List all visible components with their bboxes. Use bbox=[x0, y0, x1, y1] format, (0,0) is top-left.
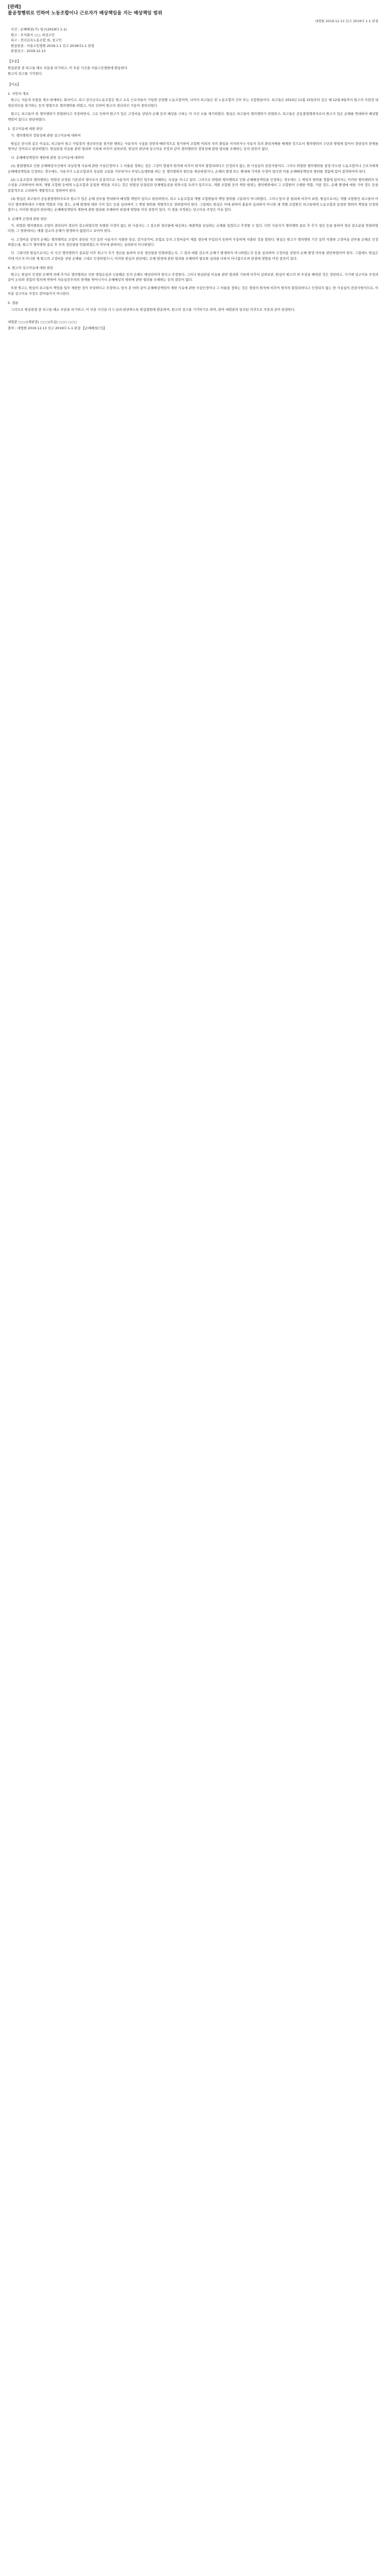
section-heading: 3. 손해액 산정에 관한 판단 bbox=[8, 217, 47, 222]
section-paragraph: 그러므로 원심판결 중 피고들 패소 부분을 파기하고, 이 부분 사건을 다시 심리·판단하도록 원심법원에 환송하며, 원고의 상고를 기각하기로 하여, 관여 대법관의 일치된 의견으로 주문과 같이 판결한다. bbox=[11, 307, 295, 312]
document-page bbox=[0, 0, 386, 343]
section-paragraph: 나. 손해배상책임의 제한에 관한 상고이유에 대하여 bbox=[11, 155, 84, 160]
reason-section bbox=[8, 265, 378, 296]
case-meta-item: 판결선고 : 2019.12.13 bbox=[11, 49, 46, 54]
section-paragraph: 원고는 자동차 부품을 제조·판매하는 회사이고, 피고 전국금속노동조합은 원고 소속 근로자들이 가입한 산업별 노동조합이며, 나머지 피고들은 위 노동조합의 간부 또는 조합원들이다. 피고들은 2010년 11월 15일부터 같은 해 12월 9일까지 원고의 사업장 내 생산라인을 점거하는 등의 방법으로 쟁의행위를 하였고, 이로 인하여 원고의 생산라인 가동이 중단되었다. bbox=[8, 98, 378, 108]
reason-section bbox=[8, 300, 378, 312]
reason-section bbox=[8, 216, 378, 261]
section-heading: 4. 원고의 상고이유에 대한 판단 bbox=[8, 266, 54, 270]
section-paragraph: (1) 불법행위로 인한 손해배상사건에서 과실상계 사유에 관한 사실인정이나 그 비율을 정하는 것은 그것이 형평의 원칙에 비추어 현저히 불합리하다고 인정되지 않는 한 사실심의 전권사항이다. 그러나 위법한 쟁의행위를 결정·주도한 노동조합이나 근로자에게 손해배상책임을 인정하는 경우에도, 사용자가 노동조합과의 성실한 교섭을 거부하거나 부당노동행위를 하는 등 쟁의행위의 원인을 제공하였거나, 손해의 발생 또는 확대에 기여한 사정이 있다면 이를 손해배상책임의 범위를 정함에 있어 참작하여야 한다. bbox=[8, 164, 378, 174]
section-heading: 1. 사안의 개요 bbox=[8, 92, 29, 96]
footer-line: 대법관 ○○○(재판장) ○○○(주심) ○○○ ○○○ bbox=[8, 320, 77, 325]
reason-heading: 【이유】 bbox=[8, 82, 21, 87]
document-title: 불공정행위로 인하여 노동조합이나 근로자가 배상책임을 지는 배상책임 범위 bbox=[8, 11, 163, 16]
reason-sections bbox=[8, 91, 378, 312]
section-paragraph: 가. 위법한 쟁의행위로 조업이 중단되어 생산이 감소하였다면 특별한 사정이 없는 한 사용자는 그 감소한 생산량에 대응하는 매출액을 상실하는 손해를 입었다고 추정할 수 있다. 다만 사용자가 쟁의행위 종료 후 추가 생산 등을 통하여 생산 감소분을 만회하였다면, 그 범위에서는 매출 감소의 손해가 발생하지 않았다고 보아야 한다. bbox=[8, 223, 378, 233]
section-paragraph: 나. 고정비용 상당의 손해는 쟁의행위로 조업이 중단된 기간 동안 사용자가 지출한 임금, 감가상각비, 보험료 등의 고정비용이 제품 생산에 투입되지 못하여 무용하게 지출된 것을 말한다. 원심은 원고가 쟁의행위 기간 동안 지출한 고정비용 전부를 손해로 인정하였는데, 원고가 쟁의행위 종료 후 부족 생산량을 만회하였는지 여부에 관하여는 심리하지 아니하였다. bbox=[8, 237, 378, 247]
reason-section bbox=[8, 126, 378, 212]
case-meta-item: 원심판결 : 서울고등법원 2019.1.1 선고 2018나1-1 판결 bbox=[11, 43, 95, 48]
section-paragraph: 원심은 판시와 같은 이유로, 피고들이 원고 사업장의 생산라인을 점거한 행위는 사용자의 시설을 전면적·배타적으로 점거하여 조합원 이외의 자의 출입을 저지하거나 사용자 측의 관리지배를 배제한 것으로서 쟁의행위의 수단과 방법에 있어서 정당성의 한계를 벗어난 것이라고 판단하였다. 원심판결 이유를 관련 법리와 기록에 비추어 살펴보면, 원심의 판단에 상고이유 주장과 같이 쟁의행위의 정당성에 관한 법리를 오해하는 등의 잘못이 없다. bbox=[8, 141, 378, 151]
section-paragraph: 또한 원고는 원심이 피고들의 책임을 일부 제한한 것이 부당하다고 주장하나, 앞서 본 바와 같이 손해배상책임의 제한 사유에 관한 사실인정이나 그 비율을 정하는 것은 형평의 원칙에 비추어 현저히 불합리하다고 인정되지 않는 한 사실심의 전권사항이므로, 이 부분 상고이유 주장도 받아들이지 아니한다. bbox=[8, 286, 378, 296]
order-heading: 【주문】 bbox=[8, 59, 21, 64]
case-meta-list bbox=[11, 27, 378, 54]
document-tag: [판례] bbox=[8, 5, 21, 10]
section-paragraph: 원고는 원심이 인정한 손해액 외에 추가로 쟁의행위로 인한 영업손실과 신용훼손 등의 손해도 배상되어야 한다고 주장한다. 그러나 원심판결 이유를 관련 법리와 기록에 비추어 살펴보면, 원심이 원고의 위 주장을 배척한 것은 정당하고, 거기에 상고이유 주장과 같이 논리와 경험의 법칙에 반하여 자유심증주의의 한계를 벗어나거나 손해배상의 범위에 관한 법리를 오해하는 등의 잘못이 없다. bbox=[8, 272, 378, 282]
footer-line: 출처 : 대법원 2019.12.13 선고 2019다 1-1 판결 【손해배상(기)】 bbox=[8, 326, 107, 331]
section-paragraph: (3) 원심은 피고들이 공동불법행위자로서 원고가 입은 손해 전부를 연대하여 배상할 책임이 있다고 판단하면서, 피고 노동조합과 개별 조합원들의 책임 범위를 구분하지 아니하였다. 그러나 앞서 본 법리에 비추어 보면, 원심으로서는 개별 조합원인 피고들이 이 사건 쟁의행위에서 수행한 역할과 가담 정도, 손해 발생에 대한 기여 정도 등을 심리하여 그 책임 범위를 개별적으로 정하였어야 한다. 그럼에도 원심은 이에 관하여 충분히 심리하지 아니한 채 개별 조합원인 피고들에게 노동조합과 동일한 범위의 책임을 인정하였으니, 이러한 원심의 판단에는 손해배상책임의 제한에 관한 법리를 오해하여 판결에 영향을 미친 잘못이 있다. 이 점을 지적하는 상고이유 주장은 이유 있다. bbox=[8, 197, 378, 212]
case-meta-item: 원고 : 주식회사 ○○, 피상고인 bbox=[11, 32, 55, 37]
document-footer bbox=[8, 319, 378, 331]
section-paragraph: (2) 노동조합의 쟁의행위는 헌법상 보장된 기본권의 행사로서 본질적으로 사용자의 정상적인 업무를 저해하는 속성을 지니고 있다. 그러므로 위법한 쟁의행위로 인한 손해배상책임을 인정하는 경우에도 그 책임의 범위를 정함에 있어서는 이러한 쟁의행위의 특수성을 고려하여야 하며, 개별 조합원 등에게 노동조합과 동일한 책임을 지우는 것은 헌법상 단결권과 단체행동권을 위축시킬 우려가 있으므로, 개별 조합원 등의 책임 범위는 쟁의행위에서 그 조합원이 수행한 역할, 가담 정도, 손해 발생에 대한 기여 정도 등을 종합적으로 고려하여 개별적으로 정하여야 한다. bbox=[8, 177, 378, 193]
case-meta-item: 사건 : 손해배상(기) 청구(2019다 1-1) bbox=[11, 27, 67, 32]
section-heading: 5. 결론 bbox=[8, 301, 19, 306]
order-list bbox=[8, 65, 378, 77]
document-date: 대법원 2019.12.13 선고 2019다 1-1 판결 bbox=[315, 19, 378, 23]
section-heading: 2. 상고이유에 대한 판단 bbox=[8, 127, 43, 131]
section-paragraph: 다. 그렇다면 원심으로서는 이 사건 쟁의행위가 종료된 이후 원고가 추가 생산을 통하여 부족 생산량을 만회하였는지, 그 결과 매출 감소의 손해가 발생하지 아니하였는지 등을 심리하여 고정비용 상당의 손해 발생 여부를 판단하였어야 한다. 그럼에도 원심은 이에 이르지 아니한 채 원고의 고정비용 상당 손해를 그대로 인정하였으니, 이러한 원심의 판단에는 손해 발생에 관한 법리를 오해하여 필요한 심리를 다하지 아니함으로써 판결에 영향을 미친 잘못이 있다. bbox=[8, 251, 378, 261]
section-paragraph: 가. 쟁의행위의 정당성에 관한 상고이유에 대하여 bbox=[11, 133, 81, 138]
case-meta-item: 피고 : 전국금속노동조합 외, 상고인 bbox=[11, 38, 62, 43]
order-line: 원고의 상고를 기각한다. bbox=[8, 72, 43, 76]
reason-section bbox=[8, 91, 378, 122]
order-line: 원심판결 중 피고들 패소 부분을 파기하고, 이 부분 사건을 서울고등법원에 환송한다. bbox=[8, 65, 129, 70]
section-paragraph: 원고는 피고들의 위 쟁의행위가 위법하다고 주장하면서, 그로 인하여 원고가 입은 고정비용 상당의 손해 등의 배상을 구하는 이 사건 소를 제기하였다. 원심은 피고들의 쟁의행위가 위법하고, 피고들은 공동불법행위자로서 원고가 입은 손해를 연대하여 배상할 책임이 있다고 판단하였다. bbox=[8, 112, 378, 122]
